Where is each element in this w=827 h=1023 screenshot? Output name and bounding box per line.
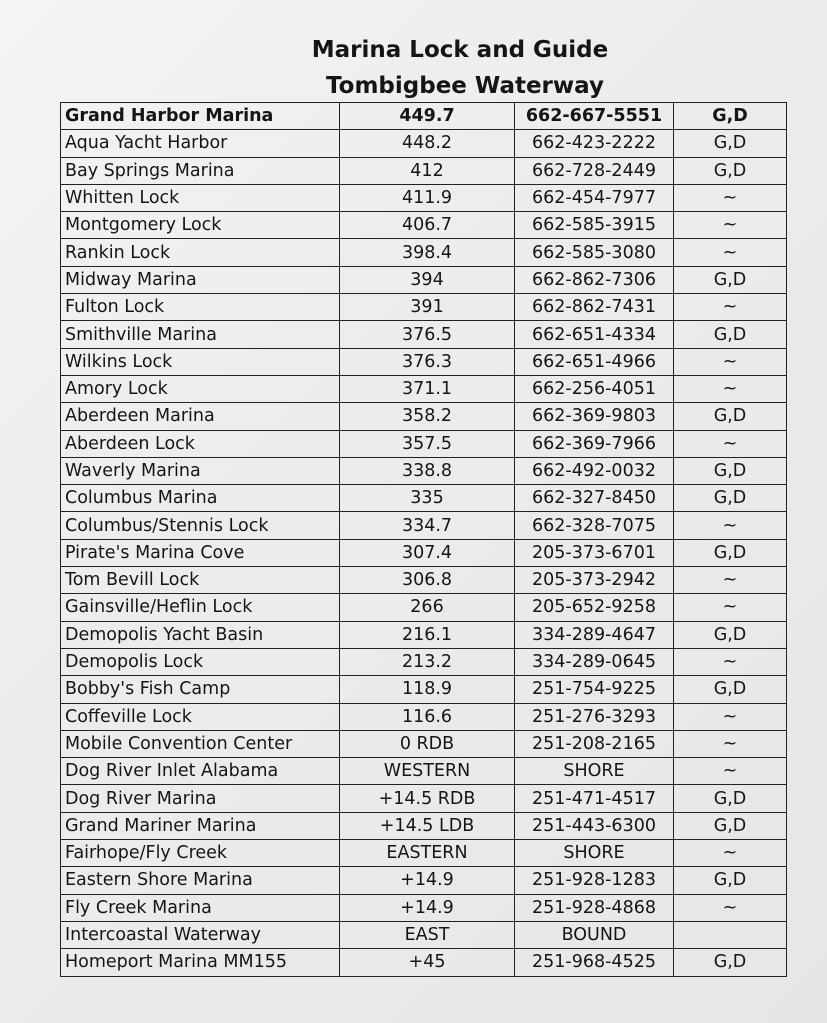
fuel-cell <box>674 921 787 948</box>
location-cell: Coffeville Lock <box>61 703 340 730</box>
table-row <box>61 621 787 648</box>
location-cell: Waverly Marina <box>61 457 340 484</box>
phone-cell: 251-276-3293 <box>515 703 674 730</box>
table-row <box>61 485 787 512</box>
fuel-cell: G,D <box>674 867 787 894</box>
mile-marker-cell: 394 <box>340 266 515 293</box>
table-row <box>61 840 787 867</box>
mile-marker-cell: 216.1 <box>340 621 515 648</box>
fuel-cell: G,D <box>674 403 787 430</box>
table-row <box>61 894 787 921</box>
location-cell: Dog River Marina <box>61 785 340 812</box>
location-cell: Grand Harbor Marina <box>61 103 340 130</box>
fuel-cell: ~ <box>674 758 787 785</box>
location-cell: Demopolis Yacht Basin <box>61 621 340 648</box>
mile-marker-cell: +14.5 RDB <box>340 785 515 812</box>
marina-table <box>60 102 787 977</box>
location-cell: Smithville Marina <box>61 321 340 348</box>
location-cell: Wilkins Lock <box>61 348 340 375</box>
table-row <box>61 730 787 757</box>
mile-marker-cell: 116.6 <box>340 703 515 730</box>
phone-cell: 205-373-6701 <box>515 539 674 566</box>
table-row <box>61 594 787 621</box>
mile-marker-cell: WESTERN <box>340 758 515 785</box>
location-cell: Demopolis Lock <box>61 648 340 675</box>
location-cell: Montgomery Lock <box>61 212 340 239</box>
location-cell: Homeport Marina MM155 <box>61 949 340 976</box>
phone-cell: 251-208-2165 <box>515 730 674 757</box>
phone-cell: 662-585-3080 <box>515 239 674 266</box>
mile-marker-cell: 371.1 <box>340 375 515 402</box>
phone-cell: 662-369-9803 <box>515 403 674 430</box>
fuel-cell: G,D <box>674 485 787 512</box>
table-row <box>61 239 787 266</box>
location-cell: Amory Lock <box>61 375 340 402</box>
mile-marker-cell: 376.5 <box>340 321 515 348</box>
mile-marker-cell: +14.9 <box>340 867 515 894</box>
table-row <box>61 676 787 703</box>
phone-cell: SHORE <box>515 840 674 867</box>
location-cell: Pirate's Marina Cove <box>61 539 340 566</box>
location-cell: Intercoastal Waterway <box>61 921 340 948</box>
fuel-cell: G,D <box>674 266 787 293</box>
phone-cell: 334-289-0645 <box>515 648 674 675</box>
phone-cell: 662-585-3915 <box>515 212 674 239</box>
table-row <box>61 703 787 730</box>
fuel-cell: ~ <box>674 184 787 211</box>
mile-marker-cell: 334.7 <box>340 512 515 539</box>
fuel-cell: ~ <box>674 594 787 621</box>
mile-marker-cell: 0 RDB <box>340 730 515 757</box>
fuel-cell: G,D <box>674 157 787 184</box>
phone-cell: 662-728-2449 <box>515 157 674 184</box>
phone-cell: 662-423-2222 <box>515 130 674 157</box>
mile-marker-cell: 118.9 <box>340 676 515 703</box>
mile-marker-cell: 213.2 <box>340 648 515 675</box>
table-row <box>61 512 787 539</box>
mile-marker-cell: 391 <box>340 294 515 321</box>
mile-marker-cell: 448.2 <box>340 130 515 157</box>
location-cell: Grand Mariner Marina <box>61 812 340 839</box>
mile-marker-cell: +14.9 <box>340 894 515 921</box>
table-row <box>61 648 787 675</box>
table-row <box>61 294 787 321</box>
mile-marker-cell: 398.4 <box>340 239 515 266</box>
table-row <box>61 539 787 566</box>
fuel-cell: ~ <box>674 348 787 375</box>
location-cell: Bay Springs Marina <box>61 157 340 184</box>
mile-marker-cell: EAST <box>340 921 515 948</box>
table-row <box>61 103 787 130</box>
mile-marker-cell: 338.8 <box>340 457 515 484</box>
phone-cell: 251-471-4517 <box>515 785 674 812</box>
fuel-cell: G,D <box>674 457 787 484</box>
fuel-cell: G,D <box>674 321 787 348</box>
table-row <box>61 130 787 157</box>
mile-marker-cell: 406.7 <box>340 212 515 239</box>
table-row <box>61 812 787 839</box>
fuel-cell: G,D <box>674 130 787 157</box>
location-cell: Whitten Lock <box>61 184 340 211</box>
table-row <box>61 266 787 293</box>
location-cell: Eastern Shore Marina <box>61 867 340 894</box>
fuel-cell: ~ <box>674 212 787 239</box>
mile-marker-cell: 357.5 <box>340 430 515 457</box>
phone-cell: SHORE <box>515 758 674 785</box>
phone-cell: 662-454-7977 <box>515 184 674 211</box>
fuel-cell: G,D <box>674 621 787 648</box>
fuel-cell: ~ <box>674 375 787 402</box>
fuel-cell: ~ <box>674 894 787 921</box>
mile-marker-cell: 335 <box>340 485 515 512</box>
fuel-cell: ~ <box>674 512 787 539</box>
location-cell: Tom Bevill Lock <box>61 567 340 594</box>
table-row <box>61 949 787 976</box>
mile-marker-cell: 358.2 <box>340 403 515 430</box>
table-row <box>61 375 787 402</box>
mile-marker-cell: 307.4 <box>340 539 515 566</box>
mile-marker-cell: EASTERN <box>340 840 515 867</box>
page-title: Marina Lock and Guide <box>311 37 609 63</box>
fuel-cell: G,D <box>674 103 787 130</box>
table-row <box>61 921 787 948</box>
location-cell: Fly Creek Marina <box>61 894 340 921</box>
mile-marker-cell: 306.8 <box>340 567 515 594</box>
location-cell: Mobile Convention Center <box>61 730 340 757</box>
phone-cell: 662-369-7966 <box>515 430 674 457</box>
fuel-cell: G,D <box>674 539 787 566</box>
phone-cell: 662-492-0032 <box>515 457 674 484</box>
phone-cell: 334-289-4647 <box>515 621 674 648</box>
phone-cell: 662-328-7075 <box>515 512 674 539</box>
fuel-cell: ~ <box>674 430 787 457</box>
mile-marker-cell: 376.3 <box>340 348 515 375</box>
table-row <box>61 567 787 594</box>
fuel-cell: G,D <box>674 812 787 839</box>
location-cell: Dog River Inlet Alabama <box>61 758 340 785</box>
phone-cell: 251-754-9225 <box>515 676 674 703</box>
table-row <box>61 430 787 457</box>
phone-cell: 662-256-4051 <box>515 375 674 402</box>
table-row <box>61 867 787 894</box>
fuel-cell: ~ <box>674 294 787 321</box>
phone-cell: BOUND <box>515 921 674 948</box>
phone-cell: 662-862-7306 <box>515 266 674 293</box>
location-cell: Gainsville/Heflin Lock <box>61 594 340 621</box>
mile-marker-cell: +14.5 LDB <box>340 812 515 839</box>
phone-cell: 662-327-8450 <box>515 485 674 512</box>
mile-marker-cell: 411.9 <box>340 184 515 211</box>
table-row <box>61 321 787 348</box>
phone-cell: 662-651-4334 <box>515 321 674 348</box>
location-cell: Columbus/Stennis Lock <box>61 512 340 539</box>
fuel-cell: ~ <box>674 703 787 730</box>
location-cell: Fairhope/Fly Creek <box>61 840 340 867</box>
phone-cell: 205-652-9258 <box>515 594 674 621</box>
table-row <box>61 457 787 484</box>
page-subtitle: Tombigbee Waterway <box>326 73 604 99</box>
table-row <box>61 758 787 785</box>
phone-cell: 662-667-5551 <box>515 103 674 130</box>
table-row <box>61 785 787 812</box>
phone-cell: 251-443-6300 <box>515 812 674 839</box>
mile-marker-cell: 449.7 <box>340 103 515 130</box>
phone-cell: 662-862-7431 <box>515 294 674 321</box>
fuel-cell: ~ <box>674 840 787 867</box>
phone-cell: 662-651-4966 <box>515 348 674 375</box>
table-row <box>61 184 787 211</box>
phone-cell: 251-968-4525 <box>515 949 674 976</box>
fuel-cell: ~ <box>674 567 787 594</box>
table-row <box>61 403 787 430</box>
fuel-cell: G,D <box>674 785 787 812</box>
location-cell: Aberdeen Lock <box>61 430 340 457</box>
location-cell: Midway Marina <box>61 266 340 293</box>
location-cell: Aberdeen Marina <box>61 403 340 430</box>
fuel-cell: ~ <box>674 239 787 266</box>
phone-cell: 251-928-1283 <box>515 867 674 894</box>
mile-marker-cell: +45 <box>340 949 515 976</box>
mile-marker-cell: 266 <box>340 594 515 621</box>
location-cell: Fulton Lock <box>61 294 340 321</box>
fuel-cell: G,D <box>674 676 787 703</box>
phone-cell: 205-373-2942 <box>515 567 674 594</box>
location-cell: Rankin Lock <box>61 239 340 266</box>
mile-marker-cell: 412 <box>340 157 515 184</box>
location-cell: Bobby's Fish Camp <box>61 676 340 703</box>
table-row <box>61 157 787 184</box>
table-row <box>61 348 787 375</box>
location-cell: Aqua Yacht Harbor <box>61 130 340 157</box>
fuel-cell: G,D <box>674 949 787 976</box>
phone-cell: 251-928-4868 <box>515 894 674 921</box>
fuel-cell: ~ <box>674 730 787 757</box>
location-cell: Columbus Marina <box>61 485 340 512</box>
fuel-cell: ~ <box>674 648 787 675</box>
table-row <box>61 212 787 239</box>
